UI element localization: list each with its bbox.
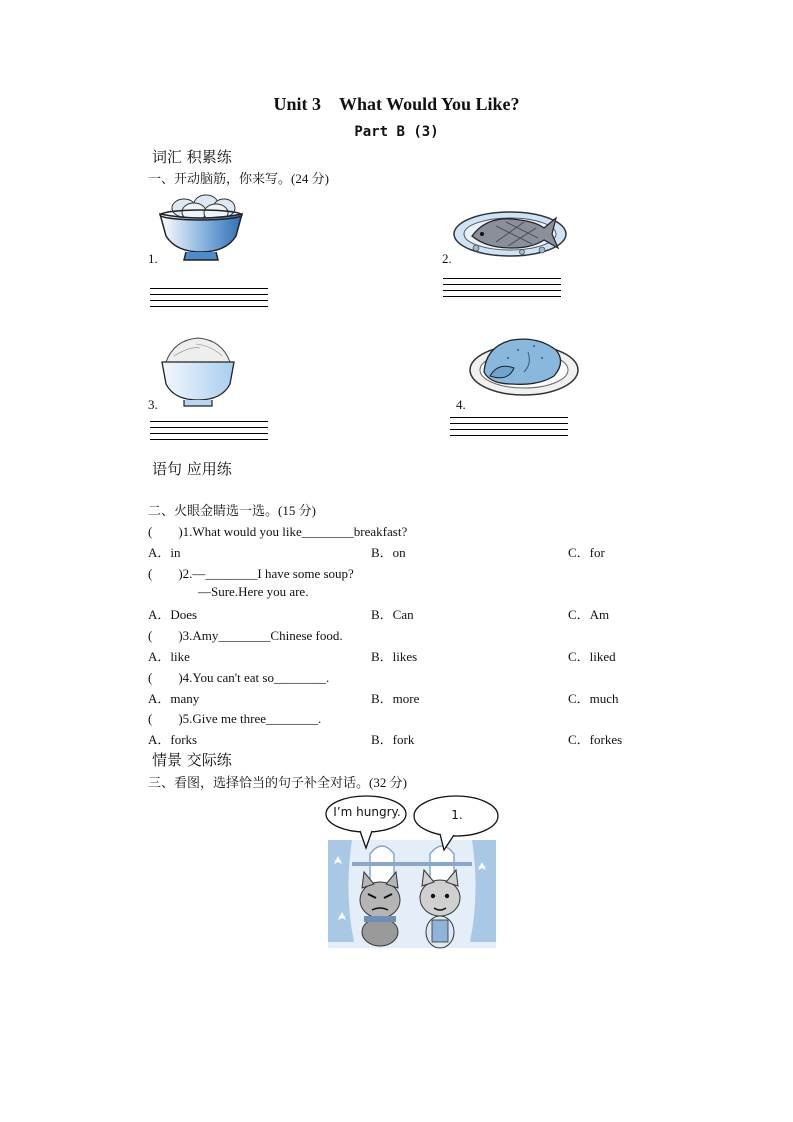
question-4-option-b[interactable]: B．more <box>371 691 420 706</box>
fish-plate-icon <box>452 204 570 262</box>
task-1-points: (24 分) <box>291 171 329 186</box>
task-2-points: (15 分) <box>278 503 316 518</box>
question-2-stem: ( )2.—________I have some soup? <box>148 566 354 581</box>
section-sentence: 语句 应用练 <box>152 460 232 478</box>
question-1-option-b[interactable]: B．on <box>371 545 406 560</box>
page-subtitle: Part B (3) <box>354 124 439 140</box>
question-1-option-a[interactable]: A．in <box>148 545 181 560</box>
speech-bubble-2-text: 1. <box>451 808 463 822</box>
question-3-stem: ( )3.Amy________Chinese food. <box>148 628 343 643</box>
question-4-stem: ( )4.You can't eat so________. <box>148 670 330 685</box>
bowl-of-rice-icon <box>160 334 236 408</box>
question-3-option-b[interactable]: B．likes <box>371 649 418 664</box>
answer-lines-1[interactable] <box>150 288 268 312</box>
task-1-heading <box>148 168 329 187</box>
question-5-option-a[interactable]: A．forks <box>148 732 198 747</box>
section-vocab: 词汇 积累练 <box>152 148 232 166</box>
picture-4-number: 4. <box>456 397 466 412</box>
task-2-heading <box>148 500 316 519</box>
task-3-heading <box>148 772 407 791</box>
question-4-option-c[interactable]: C．much <box>568 691 619 706</box>
task-2-label: 二、火眼金睛选一选。 <box>148 504 279 519</box>
question-2-option-b[interactable]: B．Can <box>371 607 414 622</box>
task-3-label: 三、看图，选择恰当的句子补全对话。 <box>148 776 370 791</box>
picture-3-number: 3. <box>148 397 158 412</box>
chicken-plate-icon <box>468 332 580 398</box>
question-2-option-c[interactable]: C．Am <box>568 607 610 622</box>
question-2-option-a[interactable]: A．Does <box>148 607 198 622</box>
picture-1-number: 1. <box>148 251 158 266</box>
question-1-stem: ( )1.What would you like________breakfast? <box>148 524 408 539</box>
question-1-option-c[interactable]: C．for <box>568 545 605 560</box>
question-4-option-a[interactable]: A．many <box>148 691 200 706</box>
answer-lines-3[interactable] <box>150 421 268 445</box>
answer-lines-2[interactable] <box>443 278 561 302</box>
question-2-reply: —Sure.Here you are. <box>198 584 309 599</box>
task-1-label: 一、开动脑筋，你来写。 <box>148 172 292 187</box>
answer-lines-4[interactable] <box>450 417 568 441</box>
dialogue-illustration <box>322 792 502 954</box>
bowl-of-eggs-icon <box>156 186 246 266</box>
question-3-option-a[interactable]: A．like <box>148 649 190 664</box>
question-3-option-c[interactable]: C．liked <box>568 649 616 664</box>
picture-2-number: 2. <box>442 251 452 266</box>
task-3-points: (32 分) <box>369 775 407 790</box>
question-5-stem: ( )5.Give me three________. <box>148 711 322 726</box>
page-title: Unit 3 What Would You Like? <box>273 94 520 114</box>
speech-bubble-1-text: I’m hungry. <box>333 805 401 819</box>
section-scene: 情景 交际练 <box>152 751 232 769</box>
question-5-option-b[interactable]: B．fork <box>371 732 415 747</box>
question-5-option-c[interactable]: C．forkes <box>568 732 623 747</box>
